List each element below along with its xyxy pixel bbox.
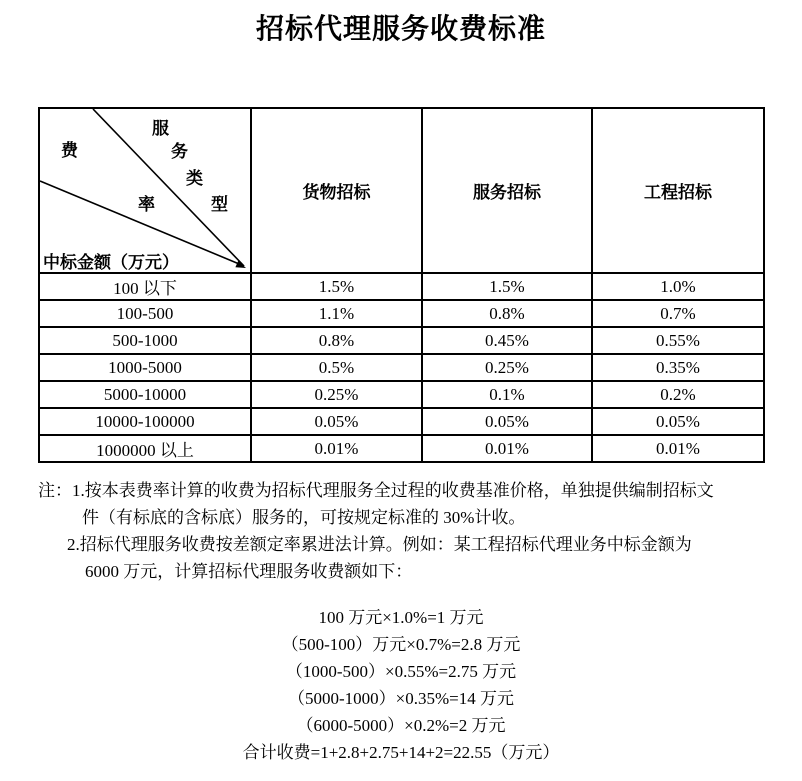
corner-label-service-char3: 类 <box>186 169 203 188</box>
rate-cell: 0.01% <box>422 435 592 462</box>
rate-cell: 0.55% <box>592 327 764 354</box>
rate-cell: 1.5% <box>251 273 422 300</box>
row-label: 100-500 <box>39 300 251 327</box>
rate-cell: 0.25% <box>422 354 592 381</box>
rate-cell: 0.05% <box>422 408 592 435</box>
table-row <box>39 300 764 327</box>
rate-cell: 0.05% <box>592 408 764 435</box>
rate-cell: 0.5% <box>251 354 422 381</box>
column-header-service: 服务招标 <box>422 108 592 273</box>
rate-cell: 0.35% <box>592 354 764 381</box>
calc-line: （6000-5000）×0.2%=2 万元 <box>296 716 506 735</box>
footnote-line: 件（有标底的含标底）服务的，可按规定标准的 30%计收。 <box>82 508 526 527</box>
table-row <box>39 435 764 462</box>
rate-cell: 0.01% <box>251 435 422 462</box>
footnote-line: 2.招标代理服务收费按差额定率累进法计算。例如：某工程招标代理业务中标金额为 <box>67 535 692 554</box>
rate-cell: 0.7% <box>592 300 764 327</box>
footnote-line: 注：1.按本表费率计算的收费为招标代理服务全过程的收费基准价格，单独提供编制招标文 <box>38 481 714 500</box>
corner-label-service-char2: 务 <box>171 142 188 161</box>
rate-cell: 0.05% <box>251 408 422 435</box>
table-row <box>39 327 764 354</box>
rate-cell: 0.1% <box>422 381 592 408</box>
rate-cell: 0.25% <box>251 381 422 408</box>
row-label: 500-1000 <box>39 327 251 354</box>
page-title: 招标代理服务收费标准 <box>255 14 546 45</box>
header-row <box>39 108 764 273</box>
fee-rate-table <box>38 107 765 463</box>
rate-cell: 1.1% <box>251 300 422 327</box>
footnote-line: 6000 万元，计算招标代理服务收费额如下： <box>85 562 413 581</box>
rate-cell: 0.8% <box>251 327 422 354</box>
corner-label-service-char1: 服 <box>152 119 169 138</box>
row-label: 1000-5000 <box>39 354 251 381</box>
rate-cell: 0.2% <box>592 381 764 408</box>
rate-cell: 1.5% <box>422 273 592 300</box>
column-header-goods: 货物招标 <box>251 108 422 273</box>
diagonal-header-cell <box>39 108 251 273</box>
rate-cell: 1.0% <box>592 273 764 300</box>
corner-label-rate-char1: 费 <box>61 141 78 160</box>
column-header-engineering: 工程招标 <box>592 108 764 273</box>
corner-label-rate-char2: 率 <box>138 195 155 214</box>
table-row <box>39 273 764 300</box>
table-row <box>39 381 764 408</box>
row-label: 100 以下 <box>39 273 251 300</box>
calc-total-line: 合计收费=1+2.8+2.75+14+2=22.55（万元） <box>242 743 560 762</box>
calc-line: 100 万元×1.0%=1 万元 <box>318 608 484 627</box>
fee-calculation-example <box>0 604 802 766</box>
rate-cell: 0.8% <box>422 300 592 327</box>
calc-line: （5000-1000）×0.35%=14 万元 <box>288 689 514 708</box>
rate-cell: 0.01% <box>592 435 764 462</box>
row-label: 5000-10000 <box>39 381 251 408</box>
calc-line: （500-100）万元×0.7%=2.8 万元 <box>281 635 521 654</box>
row-label: 10000-100000 <box>39 408 251 435</box>
calc-line: （1000-500）×0.55%=2.75 万元 <box>285 662 517 681</box>
rate-cell: 0.45% <box>422 327 592 354</box>
table-row <box>39 354 764 381</box>
table-row <box>39 408 764 435</box>
corner-row-axis-label: 中标金额（万元） <box>43 253 179 272</box>
row-label: 1000000 以上 <box>39 435 251 462</box>
corner-label-service-char4: 型 <box>211 195 228 214</box>
footnotes <box>38 477 714 585</box>
